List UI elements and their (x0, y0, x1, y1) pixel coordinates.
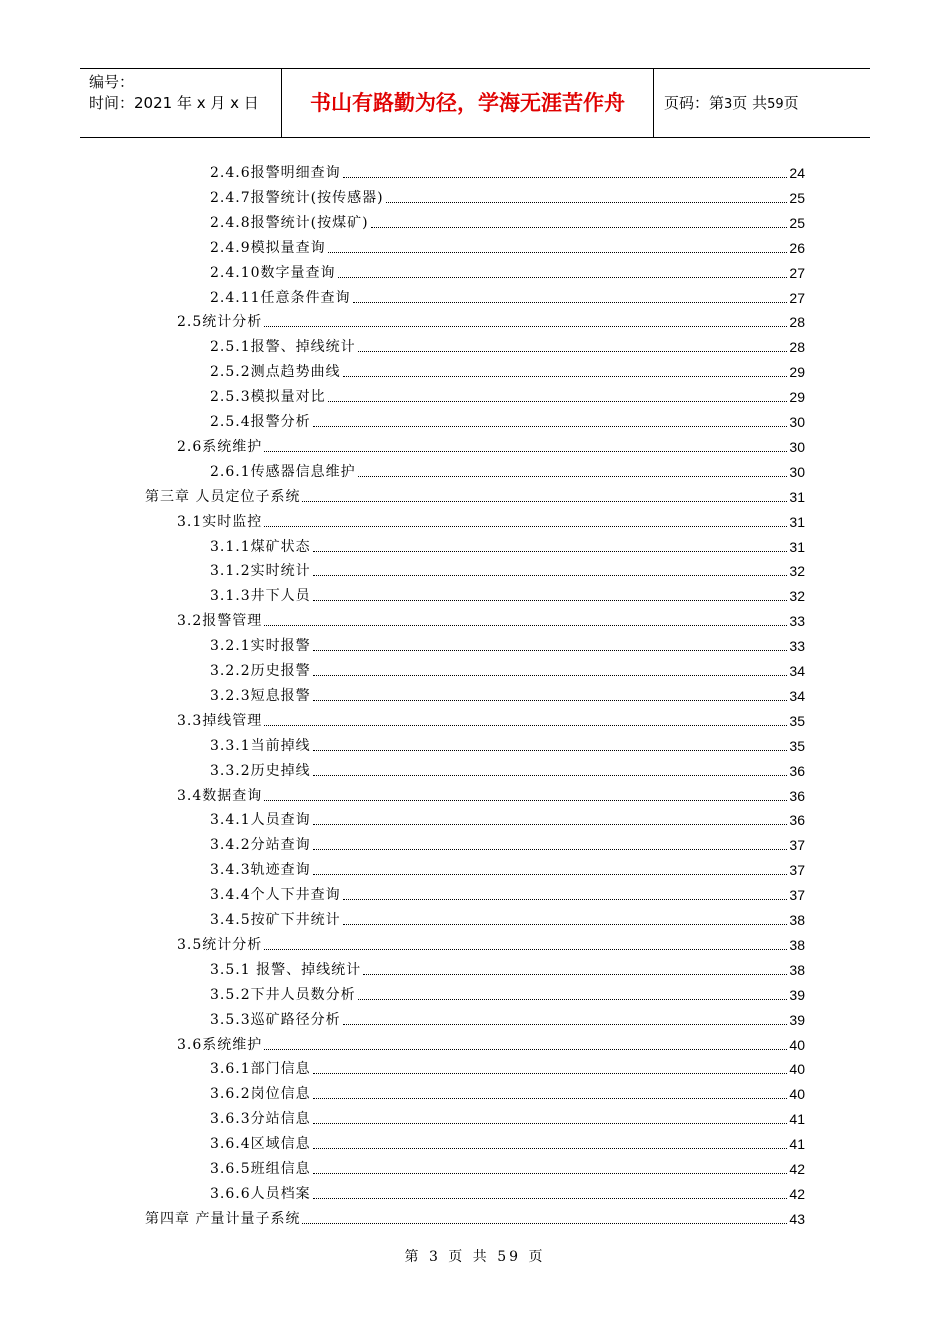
toc-entry[interactable] (210, 1079, 805, 1103)
toc-entry-page: 37 (789, 862, 805, 879)
toc-entry[interactable] (210, 1154, 805, 1178)
toc-entry-title: 3.2.3短息报警 (210, 687, 311, 704)
toc-entry-page: 39 (789, 986, 805, 1003)
toc-entry-title: 2.5.3模拟量对比 (210, 389, 326, 406)
page-number: 3 (724, 97, 733, 112)
toc-entry-title: 3.6.2岗位信息 (210, 1086, 311, 1103)
toc-entry-page: 31 (789, 488, 805, 505)
toc-entry[interactable] (210, 631, 805, 655)
toc-dot-leader (343, 924, 788, 925)
toc-dot-leader (264, 625, 787, 626)
toc-dot-leader (313, 426, 788, 427)
toc-dot-leader (302, 1223, 787, 1224)
header-motto: 书山有路勤为径，学海无涯苦作舟 (282, 69, 654, 137)
toc-entry-title: 2.5.2测点趋势曲线 (210, 364, 341, 381)
toc-dot-leader (343, 1024, 788, 1025)
toc-dot-leader (343, 376, 788, 377)
toc-entry-title: 第四章 产量计量子系统 (145, 1210, 301, 1227)
toc-entry-page: 24 (789, 165, 805, 181)
toc-dot-leader (313, 874, 788, 875)
toc-entry-page: 33 (789, 613, 805, 630)
toc-entry-page: 41 (789, 1111, 805, 1128)
toc-entry-page: 36 (789, 762, 805, 779)
toc-dot-leader (363, 974, 787, 975)
toc-entry-page: 43 (789, 1210, 805, 1227)
toc-entry[interactable] (210, 880, 805, 904)
toc-entry[interactable] (210, 830, 805, 854)
toc-dot-leader (313, 775, 788, 776)
toc-entry-page: 36 (789, 812, 805, 829)
page-mid: 页 共 (732, 94, 768, 112)
page-header (80, 68, 870, 138)
toc-entry[interactable] (210, 357, 805, 381)
toc-entry-page: 40 (789, 1086, 805, 1103)
toc-dot-leader (264, 526, 787, 527)
toc-entry-title: 3.4.5按矿下井统计 (210, 912, 341, 928)
toc-dot-leader (264, 451, 787, 452)
toc-entry[interactable] (210, 208, 805, 232)
toc-entry[interactable] (210, 158, 805, 182)
toc-entry-page: 30 (789, 463, 805, 480)
toc-entry[interactable] (210, 1129, 805, 1153)
toc-dot-leader (328, 401, 788, 402)
toc-dot-leader (313, 575, 788, 576)
toc-entry-page: 28 (789, 314, 805, 331)
toc-entry[interactable] (210, 1054, 805, 1078)
toc-dot-leader (371, 227, 788, 228)
page-prefix: 页码：第 (664, 94, 725, 112)
toc-entry-title: 3.2报警管理 (177, 613, 263, 630)
toc-entry-title: 2.4.8报警统计(按煤矿) (210, 214, 369, 231)
toc-entry[interactable] (210, 955, 805, 979)
toc-entry-page: 42 (789, 1185, 805, 1202)
toc-dot-leader (313, 1123, 788, 1124)
toc-dot-leader (343, 177, 788, 178)
toc-entry-page: 32 (789, 588, 805, 605)
toc-entry-title: 2.6系统维护 (177, 438, 263, 455)
toc-dot-leader (358, 351, 788, 352)
toc-entry[interactable] (210, 581, 805, 605)
toc-entry-page: 25 (789, 214, 805, 231)
toc-entry-page: 26 (789, 239, 805, 256)
toc-entry-page: 27 (789, 289, 805, 306)
toc-entry-title: 3.6.3分站信息 (210, 1111, 311, 1128)
toc-dot-leader (313, 600, 788, 601)
toc-entry[interactable] (210, 1104, 805, 1128)
toc-dot-leader (264, 949, 787, 950)
toc-entry-title: 3.4.2分站查询 (210, 837, 311, 854)
toc-entry[interactable] (177, 781, 805, 805)
toc-entry-title: 第三章 人员定位子系统 (145, 488, 301, 505)
toc-entry-title: 3.6.5班组信息 (210, 1161, 311, 1177)
page-suffix: 页 (783, 94, 799, 112)
toc-entry-title: 3.1.2实时统计 (210, 563, 311, 580)
toc-entry-page: 40 (789, 1061, 805, 1078)
toc-entry-title: 2.5统计分析 (177, 314, 263, 331)
toc-entry-page: 42 (789, 1161, 805, 1177)
document-number-label: 编号： (89, 73, 135, 91)
toc-entry[interactable] (210, 805, 805, 829)
toc-entry[interactable] (210, 681, 805, 705)
toc-entry[interactable] (177, 432, 805, 456)
toc-entry[interactable] (210, 407, 805, 431)
header-meta (80, 69, 282, 137)
toc-dot-leader (358, 476, 788, 477)
toc-entry-page: 38 (789, 961, 805, 978)
toc-entry[interactable] (177, 930, 805, 954)
toc-dot-leader (313, 849, 788, 850)
toc-entry-title: 2.4.9模拟量查询 (210, 239, 326, 256)
toc-entry[interactable] (210, 855, 805, 879)
toc-entry-title: 3.3掉线管理 (177, 712, 263, 729)
toc-entry-title: 2.4.7报警统计(按传感器) (210, 189, 384, 206)
toc-dot-leader (264, 725, 787, 726)
toc-entry-page: 33 (789, 638, 805, 655)
toc-entry-title: 3.5.3巡矿路径分析 (210, 1011, 341, 1028)
toc-entry[interactable] (145, 482, 805, 506)
toc-entry[interactable] (177, 606, 805, 630)
toc-entry-title: 2.4.6报警明细查询 (210, 165, 341, 181)
toc-entry[interactable] (210, 382, 805, 406)
toc-entry-title: 3.6.1部门信息 (210, 1061, 311, 1078)
toc-entry-page: 31 (789, 513, 805, 530)
toc-entry-title: 3.6.4区域信息 (210, 1136, 311, 1153)
toc-dot-leader (338, 277, 788, 278)
toc-entry[interactable] (210, 283, 805, 307)
toc-entry-page: 32 (789, 563, 805, 580)
toc-entry-page: 35 (789, 712, 805, 729)
toc-dot-leader (264, 326, 787, 327)
toc-entry-page: 38 (789, 936, 805, 953)
toc-entry[interactable] (210, 731, 805, 755)
toc-entry-title: 3.4.1人员查询 (210, 812, 311, 829)
toc-entry-title: 3.3.1当前掉线 (210, 737, 311, 754)
toc-entry-page: 38 (789, 912, 805, 928)
toc-entry-title: 2.5.4报警分析 (210, 414, 311, 430)
toc-entry[interactable] (210, 1179, 805, 1203)
toc-entry-title: 2.5.1报警、掉线统计 (210, 339, 356, 356)
toc-entry-page: 37 (789, 837, 805, 854)
page-total: 59 (767, 97, 784, 112)
toc-entry-page: 25 (789, 189, 805, 206)
toc-entry[interactable] (145, 1204, 805, 1228)
toc-dot-leader (313, 675, 788, 676)
toc-dot-leader (313, 1098, 788, 1099)
toc-dot-leader (343, 899, 788, 900)
toc-entry-page: 34 (789, 663, 805, 679)
toc-entry[interactable] (210, 905, 805, 929)
toc-entry[interactable] (177, 1030, 805, 1054)
toc-entry-page: 34 (789, 687, 805, 704)
toc-dot-leader (313, 1198, 788, 1199)
toc-dot-leader (358, 999, 788, 1000)
toc-entry-page: 37 (789, 887, 805, 904)
toc-entry-title: 3.1实时监控 (177, 513, 263, 530)
toc-dot-leader (264, 800, 787, 801)
toc-entry[interactable] (210, 183, 805, 207)
toc-entry-page: 29 (789, 389, 805, 406)
toc-entry[interactable] (210, 532, 805, 556)
toc-entry-title: 3.4数据查询 (177, 787, 263, 804)
toc-entry-title: 3.6系统维护 (177, 1036, 263, 1053)
toc-dot-leader (313, 1148, 788, 1149)
toc-entry[interactable] (177, 507, 805, 531)
toc-entry[interactable] (210, 556, 805, 580)
toc-entry-title: 3.4.4个人下井查询 (210, 887, 341, 904)
toc-entry-title: 2.4.10数字量查询 (210, 264, 336, 281)
toc-entry-page: 30 (789, 414, 805, 430)
document-time-label: 时间：2021 年 x 月 x 日 (89, 94, 259, 112)
toc-entry[interactable] (210, 258, 805, 282)
toc-entry-page: 31 (789, 538, 805, 555)
toc-entry-page: 36 (789, 787, 805, 804)
toc-entry-title: 3.5.2下井人员数分析 (210, 986, 356, 1003)
toc-entry-title: 3.6.6人员档案 (210, 1185, 311, 1202)
toc-entry-title: 3.2.2历史报警 (210, 663, 311, 679)
toc-entry-title: 2.6.1传感器信息维护 (210, 463, 356, 480)
toc-entry-page: 30 (789, 438, 805, 455)
toc-entry-page: 41 (789, 1136, 805, 1153)
toc-entry[interactable] (210, 756, 805, 780)
toc-entry[interactable] (210, 233, 805, 257)
toc-entry[interactable] (210, 1005, 805, 1029)
toc-entry-page: 28 (789, 339, 805, 356)
toc-dot-leader (353, 302, 788, 303)
toc-dot-leader (386, 202, 788, 203)
toc-entry-title: 3.4.3轨迹查询 (210, 862, 311, 879)
toc-entry-page: 40 (789, 1036, 805, 1053)
toc-dot-leader (313, 824, 788, 825)
page-footer: 第 3 页 共 59 页 (404, 1249, 546, 1265)
toc-dot-leader (264, 1049, 787, 1050)
toc-entry[interactable] (210, 457, 805, 481)
toc-entry[interactable] (210, 332, 805, 356)
toc-entry[interactable] (210, 656, 805, 680)
toc-entry-title: 3.3.2历史掉线 (210, 762, 311, 779)
toc-dot-leader (313, 551, 788, 552)
toc-entry-title: 3.1.3井下人员 (210, 588, 311, 605)
toc-entry-page: 27 (789, 264, 805, 281)
toc-dot-leader (313, 750, 788, 751)
toc-entry-title: 3.5.1 报警、掉线统计 (210, 961, 362, 978)
toc-entry[interactable] (177, 706, 805, 730)
toc-entry-title: 3.1.1煤矿状态 (210, 538, 311, 555)
toc-dot-leader (313, 1073, 788, 1074)
toc-dot-leader (313, 700, 788, 701)
toc-dot-leader (302, 501, 787, 502)
toc-entry-title: 2.4.11任意条件查询 (210, 289, 351, 306)
toc-dot-leader (313, 1173, 788, 1174)
toc-entry[interactable] (210, 980, 805, 1004)
header-page-info (654, 69, 870, 137)
toc-entry-title: 3.2.1实时报警 (210, 638, 311, 655)
toc-entry[interactable] (177, 307, 805, 331)
toc-entry-page: 39 (789, 1011, 805, 1028)
toc-dot-leader (313, 650, 788, 651)
toc-entry-title: 3.5统计分析 (177, 936, 263, 953)
toc-entry-page: 29 (789, 364, 805, 381)
toc-dot-leader (328, 252, 788, 253)
toc-entry-page: 35 (789, 737, 805, 754)
